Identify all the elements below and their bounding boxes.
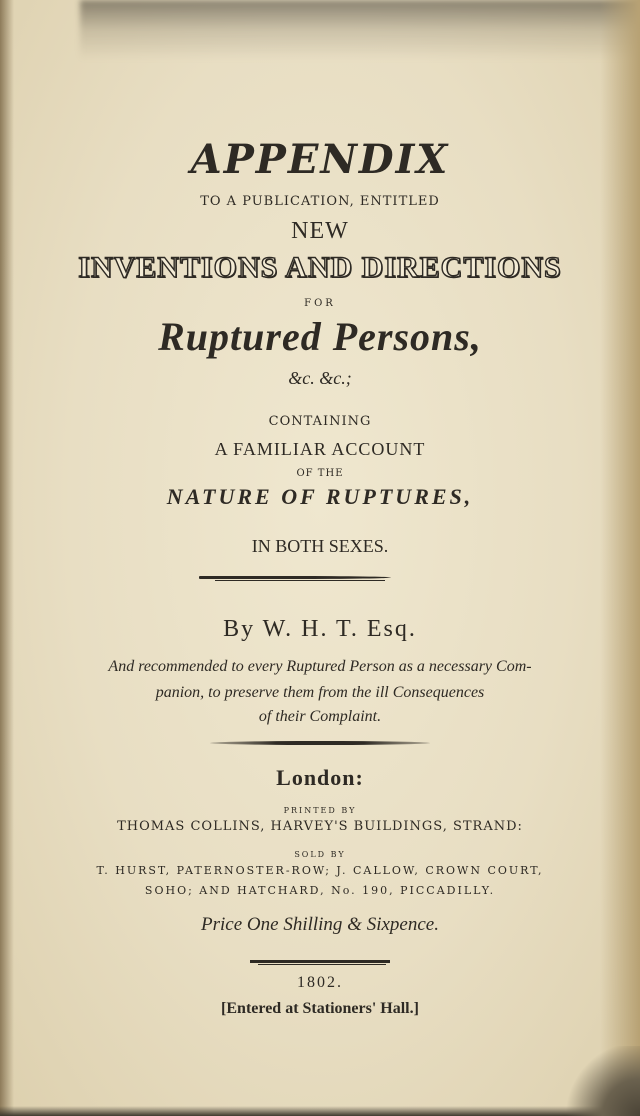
recommendation-line-3: of their Complaint. xyxy=(258,708,382,725)
new-line: NEW xyxy=(291,218,349,244)
divider-rule-3-thin xyxy=(258,964,386,965)
sold-by-line: SOLD BY xyxy=(294,850,346,859)
both-sexes-line: IN BOTH SEXES. xyxy=(251,536,389,556)
divider-rule-1-thin xyxy=(215,580,385,581)
top-stain xyxy=(80,0,640,60)
divider-rule-2 xyxy=(210,741,430,745)
divider-rule-3 xyxy=(250,960,390,963)
printed-by-line: PRINTED BY xyxy=(283,806,357,815)
price-line: Price One Shilling & Sixpence. xyxy=(201,914,439,935)
inventions-directions-heading: INVENTIONS AND DIRECTIONS xyxy=(78,251,562,284)
recommendation-line-2: panion, to preserve them from the ill Consequences xyxy=(155,684,485,701)
ruptured-persons-heading: Ruptured Persons, xyxy=(158,314,482,359)
bottom-page-edge xyxy=(0,1106,640,1116)
nature-of-ruptures-heading: NATURE OF RUPTURES, xyxy=(166,484,474,509)
sellers-line-1: T. HURST, PATERNOSTER-ROW; J. CALLOW, CROWN COURT, xyxy=(96,864,544,877)
etc-line: &c. &c.; xyxy=(288,368,352,388)
appendix-heading: APPENDIX xyxy=(190,136,450,183)
recommendation-line-1: And recommended to every Ruptured Person as a necessary Com- xyxy=(108,658,532,675)
printer-line: THOMAS COLLINS, HARVEY'S BUILDINGS, STRAND: xyxy=(117,819,523,834)
containing-line: CONTAINING xyxy=(268,414,372,429)
familiar-account-line: A FAMILIAR ACCOUNT xyxy=(214,439,426,459)
year-line: 1802. xyxy=(297,974,343,991)
for-line: FOR xyxy=(304,298,336,309)
london-imprint: London: xyxy=(276,765,364,790)
sellers-line-2: SOHO; AND HATCHARD, No. 190, PICCADILLY. xyxy=(144,884,496,897)
author-line: By W. H. T. Esq. xyxy=(223,616,417,642)
page-corner-curl xyxy=(560,1046,640,1116)
of-the-line: OF THE xyxy=(296,468,344,479)
entered-stationers-hall-line: [Entered at Stationers' Hall.] xyxy=(221,1000,419,1017)
to-publication-line: TO A PUBLICATION, ENTITLED xyxy=(200,194,440,209)
divider-rule-1 xyxy=(199,576,391,579)
